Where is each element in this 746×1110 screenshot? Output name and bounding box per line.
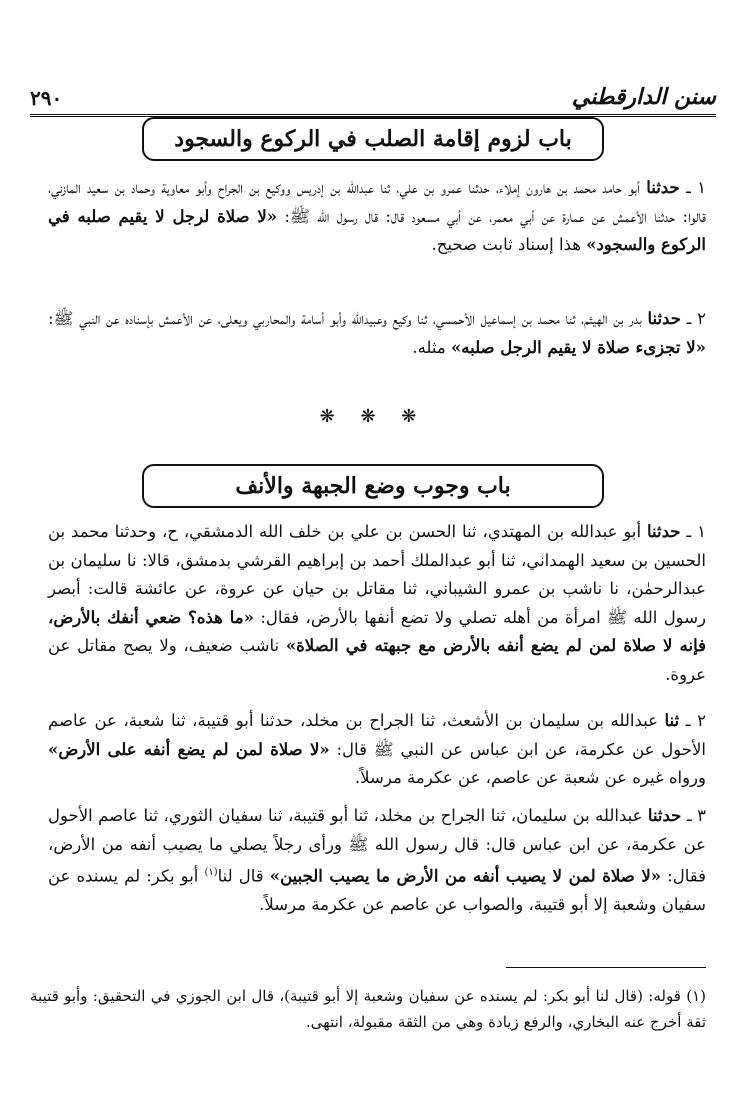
hadith-chain: أبو عبدالله بن المهتدي، ثنا الحسن بن علي بن خلف الله الدمشقي، ح، وحدثنا محمد بن الحسين بن سعيد الهمداني، ثنا أبو عبدالملك أحمد بن إبراهيم القرشي بدمشق، قالا: نا سليمان بن عبدالرحمٰن، نا ناشب بن عمرو الشيباني، ثنا مقاتل بن حيان عن عروة، عن عائشة قالت: أبصر رسول الله ﷺ امرأة من أهله تصلي ولا تضع أنفها بالأرض، فقال: xyxy=(48,522,707,627)
hadith-number: ٢ ـ xyxy=(679,711,706,730)
hadith-quote: «لا صلاة لرجل لا يقيم صلبه في الركوع والسجود» xyxy=(48,206,706,254)
hadith-chain: بدر بن الهيثم، ثنا محمد بن إسماعيل الأحمسي، ثنا وكيع وعبيدالله وأبو أسامة والمحاربي ويعلى، عن الأعمش بإسناده عن النبي ﷺ: xyxy=(48,309,648,328)
hadith-lead: حدثنا xyxy=(647,309,681,328)
hadith-lead: حدثنا xyxy=(647,522,681,541)
section-separator: ❋ ❋ ❋ xyxy=(319,406,427,427)
book-title: سنن الدارقطني xyxy=(571,84,716,110)
hadith-comment: ناشب ضعيف، ولا يصح مقاتل عن عروة. xyxy=(48,636,706,684)
hadith-comment: مثله. xyxy=(412,337,451,357)
hadith-number: ١ ـ xyxy=(679,178,706,197)
page-header xyxy=(30,70,716,117)
hadith-comment: قال لنا xyxy=(217,866,270,886)
hadith-lead: حدثنا xyxy=(646,178,680,197)
hadith-2-3 xyxy=(48,802,706,920)
hadith-chain: عبدالله بن سليمان بن الأشعث، ثنا الجراح بن مخلد، حدثنا أبو قتيبة، ثنا شعبة، عن عاصم الأحول عن عكرمة، عن ابن عباس عن النبي ﷺ قال: xyxy=(48,711,707,759)
chapter-title-1: باب لزوم إقامة الصلب في الركوع والسجود xyxy=(142,117,604,161)
footnote-reference[interactable]: (١) xyxy=(204,867,218,878)
hadith-1-1 xyxy=(48,174,706,260)
hadith-number: ٣ ـ xyxy=(681,806,706,825)
footnote-1: (١) قوله: (قال لنا أبو بكر: لم يسنده عن سفيان وشعبة إلا أبو قتيبة)، قال ابن الجوزي في التحقيق: وأبو قتيبة ثقة أخرج عنه البخاري، والرفع زيادة وهي من الثقة مقبولة، انتهى. xyxy=(30,987,706,1031)
hadith-lead: ثنا xyxy=(664,711,680,730)
hadith-number: ٢ ـ xyxy=(680,309,706,328)
hadith-comment: ورواه غيره عن شعبة عن عاصم، عن عكرمة مرسلاً. xyxy=(354,768,706,787)
hadith-2-2 xyxy=(48,707,706,793)
hadith-quote: «لا صلاة لمن لا يصيب أنفه من الأرض ما يصيب الجبين» xyxy=(269,866,662,886)
hadith-quote: «لا صلاة لمن لم يضع أنفه على الأرض» xyxy=(48,739,330,759)
footnote-divider xyxy=(506,967,706,968)
hadith-comment-continued: أبو بكر: لم يسنده عن سفيان وشعبة إلا أبو قتيبة، والصواب عن عاصم عن عكرمة مرسلاً. xyxy=(48,866,706,914)
hadith-quote: «ما هذه؟ ضعي أنفك بالأرض، فإنه لا صلاة لمن لم يضع أنفه بالأرض مع جبهته في الصلاة» xyxy=(48,607,706,655)
chapter-title-2: باب وجوب وضع الجبهة والأنف xyxy=(142,464,604,508)
hadith-2-1 xyxy=(48,518,706,689)
hadith-chain: أبو حامد محمد بن هارون إملاء، حدثنا عمرو بن علي، ثنا عبدالله بن إدريس ووكيع بن الجراح وأبو معاوية وحماد بن سعيد المازني، قالوا: حدثنا الأعمش عن عمارة عن أبي معمر، عن أبي مسعود قال: قال رسول الله ﷺ: xyxy=(48,178,706,226)
page-number: ٢٩٠ xyxy=(30,86,63,110)
hadith-chain: عبدالله بن سليمان، ثنا الجراح بن مخلد، ثنا أبو قتيبة، ثنا سفيان الثوري، ثنا عاصم الأحول عن عكرمة، عن ابن عباس قال: قال رسول الله ﷺ ورأى رجلاً يصلي ما يصيب أنفه من الأرض، فقال: xyxy=(48,806,706,886)
hadith-number: ١ ـ xyxy=(680,522,706,541)
hadith-quote: «لا تجزىء صلاة لا يقيم الرجل صلبه» xyxy=(450,337,706,357)
hadith-1-2 xyxy=(48,305,706,362)
hadith-comment: هذا إسناد ثابت صحيح. xyxy=(431,235,587,254)
hadith-lead: حدثنا xyxy=(647,806,682,825)
